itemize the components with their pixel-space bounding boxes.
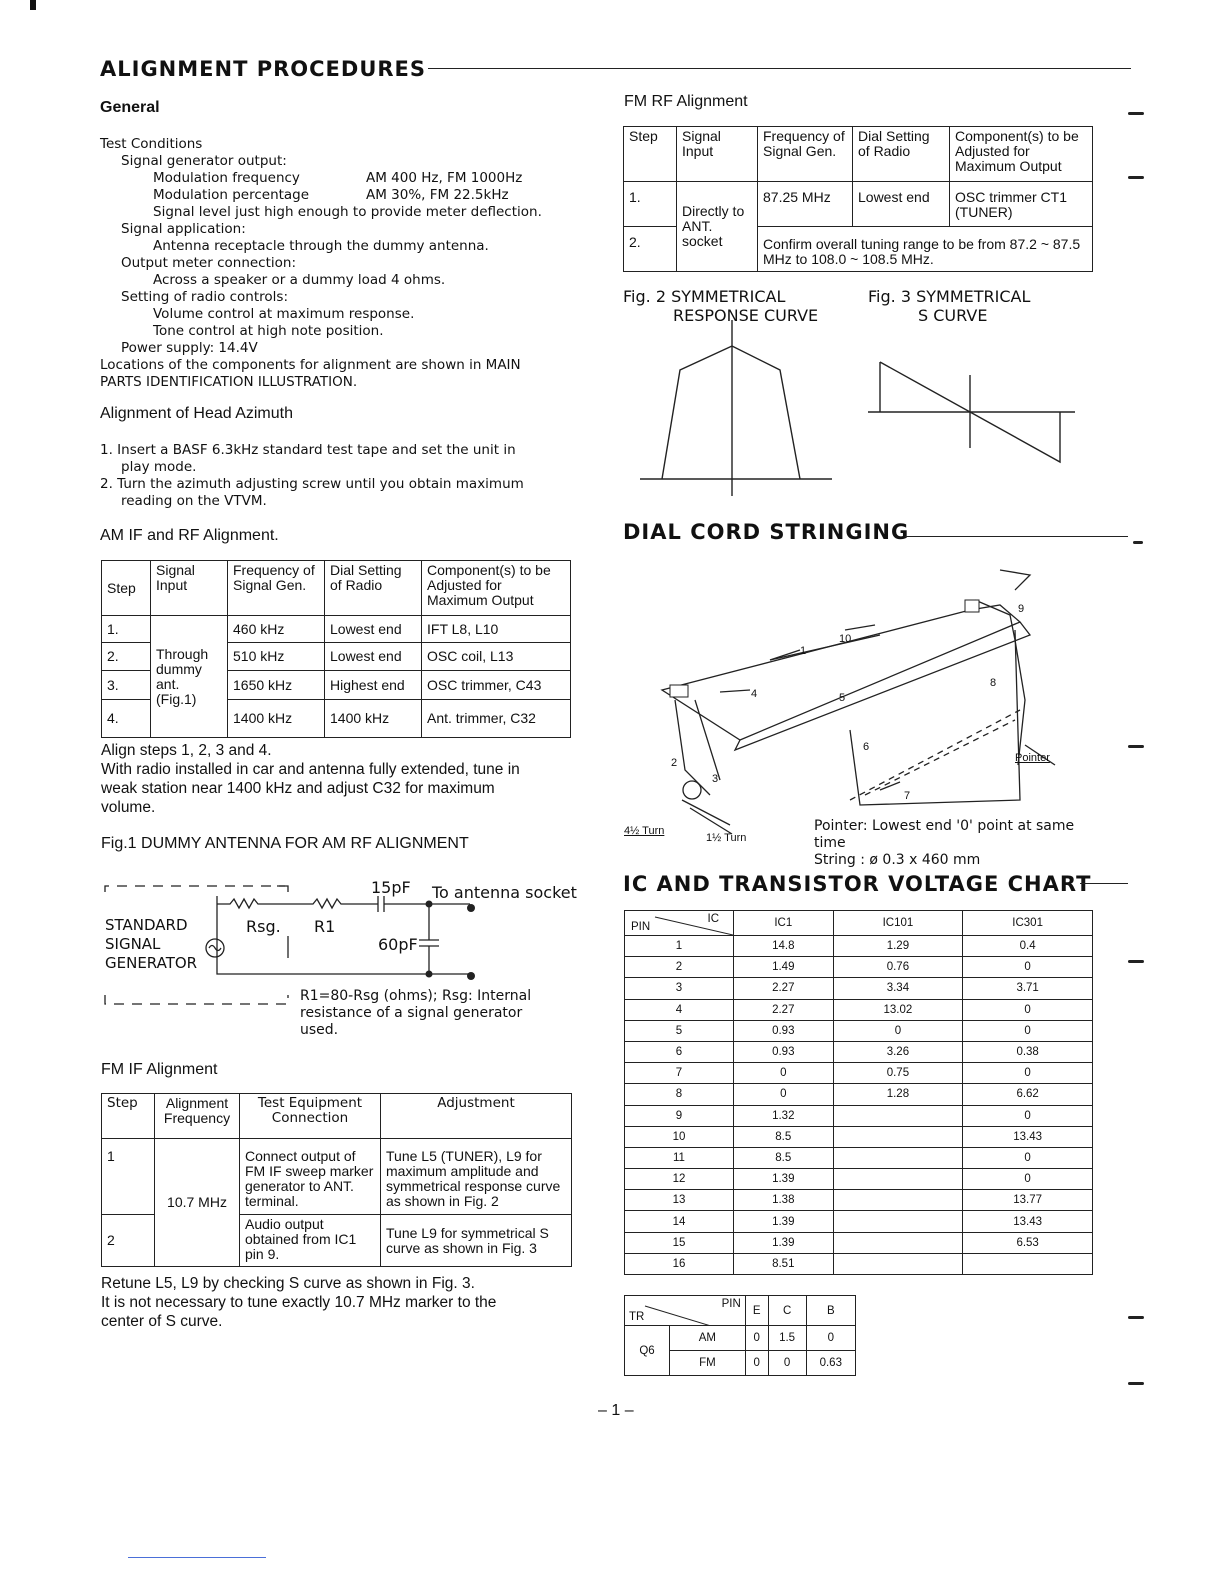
ic-table-row	[625, 978, 1093, 999]
line: Across a speaker or a dummy load 4 ohms.	[153, 272, 446, 288]
voltage-cell: 0	[963, 1147, 1093, 1168]
pin-cell: 13	[625, 1190, 734, 1211]
voltage-cell: 8.51	[734, 1253, 834, 1274]
ic-table-row	[625, 957, 1093, 978]
dial-title: DIAL CORD STRINGING	[623, 520, 910, 544]
voltage-cell: 0.93	[734, 1020, 834, 1041]
margin-mark	[1128, 1316, 1144, 1319]
step-cell: 4.	[102, 700, 151, 738]
voltage-cell	[833, 1147, 963, 1168]
step-line: reading on the VTVM.	[121, 493, 267, 509]
dashed-border	[105, 995, 288, 1004]
margin-mark	[1128, 960, 1144, 963]
ic-table-row	[625, 1211, 1093, 1232]
voltage-cell: 3.34	[833, 978, 963, 999]
voltage-cell	[833, 1169, 963, 1190]
voltage-cell: 0.75	[833, 1063, 963, 1084]
footer-line	[128, 1557, 266, 1558]
fm-if-notes	[101, 1274, 581, 1331]
voltage-cell	[833, 1232, 963, 1253]
response-curve-diagram	[620, 320, 1100, 500]
ic-table-row	[625, 1105, 1093, 1126]
note-line: With radio installed in car and antenna fully extended, tune in	[101, 761, 520, 778]
voltage-cell	[833, 1211, 963, 1232]
fig1-note	[300, 988, 531, 1039]
voltage-cell: 13.43	[963, 1126, 1093, 1147]
ic-table-row	[625, 1084, 1093, 1105]
voltage-cell: 0	[963, 999, 1093, 1020]
pointer-guide	[975, 600, 1025, 765]
am-notes	[101, 741, 571, 817]
pin-cell: 3	[625, 978, 734, 999]
note-line: Retune L5, L9 by checking S curve as shown in Fig. 3.	[101, 1275, 475, 1292]
step-cell: 1.	[102, 616, 151, 643]
sine-symbol	[209, 946, 221, 951]
voltage-cell: 0	[734, 1063, 834, 1084]
voltage-cell	[833, 1190, 963, 1211]
cell: 1400 kHz	[325, 700, 422, 738]
corner-pin: PIN	[631, 921, 651, 933]
pin-cell: 1	[625, 936, 734, 957]
title-rule	[428, 68, 1131, 69]
cell: Connect output of FM IF sweep marker generator to ANT. terminal.	[240, 1139, 381, 1215]
caption-line: Pointer: Lowest end '0' point at same	[814, 818, 1075, 834]
corner-pin: PIN	[721, 1298, 741, 1310]
ic-table-row	[625, 1020, 1093, 1041]
margin-mark	[1128, 112, 1144, 115]
resistor-r1	[288, 899, 378, 908]
voltage-cell: 2.27	[734, 999, 834, 1020]
header-cell: IC101	[833, 911, 963, 936]
pin-cell: 11	[625, 1147, 734, 1168]
cell: 0	[806, 1326, 855, 1351]
voltage-cell: 14.8	[734, 936, 834, 957]
label-15pf: 15pF	[371, 878, 411, 897]
transistor-voltage-table	[624, 1295, 856, 1376]
generator-label	[105, 916, 197, 973]
line: Tone control at high note position.	[153, 323, 384, 339]
label-60pf: 60pF	[378, 935, 418, 954]
step-cell: 1.	[624, 182, 677, 227]
ic-table-row	[625, 1147, 1093, 1168]
step-cell: 1	[102, 1139, 155, 1215]
arrow-4	[720, 690, 750, 692]
line: Modulation frequency	[153, 170, 300, 186]
cell: 1400 kHz	[228, 700, 325, 738]
pin-cell: 15	[625, 1232, 734, 1253]
header-cell: Adjustment	[381, 1094, 572, 1139]
voltage-cell	[833, 1105, 963, 1126]
cell: OSC trimmer, C43	[422, 671, 571, 700]
cell: 87.25 MHz	[758, 182, 853, 227]
pin-cell: 5	[625, 1020, 734, 1041]
pin-cell: 8	[625, 1084, 734, 1105]
note-line: center of S curve.	[101, 1313, 223, 1330]
pin-cell: 2	[625, 957, 734, 978]
ic-table-row	[625, 1253, 1093, 1274]
step-line: play mode.	[121, 459, 197, 475]
dashed-border	[105, 886, 109, 892]
voltage-cell: 0.38	[963, 1041, 1093, 1062]
header-cell: E	[745, 1296, 768, 1326]
voltage-cell: 0	[963, 957, 1093, 978]
voltage-cell: 6.62	[963, 1084, 1093, 1105]
voltage-cell: 8.5	[734, 1147, 834, 1168]
margin-mark	[1133, 541, 1143, 544]
header-cell: Signal Input	[151, 561, 228, 616]
voltage-cell: 1.28	[833, 1084, 963, 1105]
chassis-side	[850, 630, 1020, 805]
cell: Tune L9 for symmetrical S curve as shown in Fig. 3	[381, 1215, 572, 1267]
caption-line: RESPONSE CURVE	[673, 306, 819, 325]
header-cell: Alignment Frequency	[155, 1094, 240, 1139]
pin-cell: 12	[625, 1169, 734, 1190]
line-value: AM 400 Hz, FM 1000Hz	[366, 170, 523, 186]
line: Output meter connection:	[121, 255, 297, 271]
azimuth-heading: Alignment of Head Azimuth	[100, 405, 293, 422]
header-cell: Signal Input	[677, 127, 758, 182]
voltage-cell: 1.39	[734, 1169, 834, 1190]
voltage-cell: 0.4	[963, 936, 1093, 957]
voltage-cell	[963, 1253, 1093, 1274]
header-cell: Component(s) to be Adjusted for Maximum Output	[422, 561, 571, 616]
terminal-dot	[467, 972, 475, 980]
step-line: 1. Insert a BASF 6.3kHz standard test tape and set the unit in	[100, 442, 516, 458]
voltage-cell: 13.43	[963, 1211, 1093, 1232]
gen-line: GENERATOR	[105, 954, 198, 972]
caption-line: time	[814, 835, 846, 851]
ic-table-row	[625, 1169, 1093, 1190]
cell: 0.63	[806, 1351, 855, 1376]
note-line: Align steps 1, 2, 3 and 4.	[101, 742, 272, 759]
voltage-cell: 6.53	[963, 1232, 1093, 1253]
step-cell: 2.	[102, 643, 151, 671]
ic-table-row	[625, 1232, 1093, 1253]
pin-cell: 9	[625, 1105, 734, 1126]
registration-mark	[30, 0, 36, 10]
voltage-cell: 13.77	[963, 1190, 1093, 1211]
pulley-box	[965, 600, 979, 612]
voltage-cell: 0.93	[734, 1041, 834, 1062]
fig1-title: Fig.1 DUMMY ANTENNA FOR AM RF ALIGNMENT	[101, 835, 469, 852]
voltage-cell: 1.49	[734, 957, 834, 978]
caption-line: String : ø 0.3 x 460 mm	[814, 852, 981, 868]
signal-input-cell: Directly to ANT. socket	[677, 182, 758, 272]
dashed-border	[277, 886, 288, 892]
pointer-label: Pointer	[1015, 752, 1050, 764]
note-line: resistance of a signal generator	[300, 1005, 523, 1021]
voltage-cell: 1.39	[734, 1211, 834, 1232]
turn-label-a: 4½ Turn	[624, 825, 665, 837]
resistor-rsg	[217, 899, 288, 908]
cell: Lowest end	[325, 616, 422, 643]
cell: OSC coil, L13	[422, 643, 571, 671]
cell: 1650 kHz	[228, 671, 325, 700]
line: Power supply: 14.4V	[121, 340, 258, 356]
cell: 0	[768, 1351, 806, 1376]
cell: 0	[745, 1326, 768, 1351]
ic-table-row	[625, 1126, 1093, 1147]
cell: IFT L8, L10	[422, 616, 571, 643]
header-cell: Dial Setting of Radio	[325, 561, 422, 616]
dial-cord	[695, 700, 720, 780]
line: Signal generator output:	[121, 153, 287, 169]
signal-input-cell: Through dummy ant. (Fig.1)	[151, 616, 228, 738]
freq-cell: 10.7 MHz	[155, 1139, 240, 1267]
pulley	[683, 781, 701, 799]
cell: Audio output obtained from IC1 pin 9.	[240, 1215, 381, 1267]
voltage-cell: 3.26	[833, 1041, 963, 1062]
cell: 460 kHz	[228, 616, 325, 643]
cord-label-3: 3	[712, 773, 719, 785]
pin-cell: 6	[625, 1041, 734, 1062]
line: PARTS IDENTIFICATION ILLUSTRATION.	[100, 374, 358, 390]
voltage-cell: 1.38	[734, 1190, 834, 1211]
ic-chart-rule	[1080, 883, 1128, 884]
general-heading: General	[100, 99, 160, 116]
terminal-dot	[467, 904, 475, 912]
ic-table-row	[625, 1190, 1093, 1211]
am-alignment-table	[101, 560, 571, 738]
cord-label-5: 5	[839, 692, 846, 704]
page-title: ALIGNMENT PROCEDURES	[100, 57, 427, 81]
voltage-cell: 13.02	[833, 999, 963, 1020]
voltage-cell: 0	[963, 1105, 1093, 1126]
cord-label-8: 8	[990, 677, 997, 689]
pin-cell: 7	[625, 1063, 734, 1084]
pin-cell: 4	[625, 999, 734, 1020]
margin-mark	[1128, 745, 1144, 748]
ic-table-row	[625, 1063, 1093, 1084]
label-to-antenna: To antenna socket	[432, 883, 577, 902]
voltage-cell: 0	[833, 1020, 963, 1041]
ic-table-row	[625, 936, 1093, 957]
note-line: weak station near 1400 kHz and adjust C32 for maximum	[101, 780, 495, 797]
corner-cell	[625, 1296, 746, 1326]
voltage-cell: 2.27	[734, 978, 834, 999]
mode-cell: FM	[670, 1351, 746, 1376]
header-cell: Step	[624, 127, 677, 182]
header-cell: B	[806, 1296, 855, 1326]
step-cell: 3.	[102, 671, 151, 700]
cord-label-9: 9	[1018, 603, 1025, 615]
dial-rule	[905, 536, 1128, 537]
tuning-shaft	[682, 800, 732, 834]
line: Modulation percentage	[153, 187, 310, 203]
header-cell: IC301	[963, 911, 1093, 936]
gen-line: SIGNAL	[105, 935, 161, 953]
cell: Lowest end	[325, 643, 422, 671]
cord-label-7: 7	[904, 790, 911, 802]
corner-ic: IC	[707, 913, 719, 925]
step-cell: 2	[102, 1215, 155, 1267]
fm-rf-heading: FM RF Alignment	[624, 93, 748, 110]
header-cell: Dial Setting of Radio	[853, 127, 950, 182]
note-line: R1=80-Rsg (ohms); Rsg: Internal	[300, 988, 532, 1004]
gen-line: STANDARD	[105, 916, 188, 934]
pin-cell: 16	[625, 1253, 734, 1274]
caption-line: Fig. 2 SYMMETRICAL	[623, 287, 786, 306]
cell: Confirm overall tuning range to be from 87.2 ~ 87.5 MHz to 108.0 ~ 108.5 MHz.	[758, 227, 1093, 272]
caption-line: S CURVE	[918, 306, 988, 325]
line: Signal level just high enough to provide meter deflection.	[153, 204, 542, 220]
line: Signal application:	[121, 221, 246, 237]
line: Setting of radio controls:	[121, 289, 289, 305]
label-r1: R1	[314, 917, 336, 936]
voltage-cell	[833, 1253, 963, 1274]
mode-cell: AM	[670, 1326, 746, 1351]
note-line: volume.	[101, 799, 156, 816]
header-cell: IC1	[734, 911, 834, 936]
step-line: 2. Turn the azimuth adjusting screw until you obtain maximum	[100, 476, 524, 492]
azimuth-steps	[100, 442, 524, 510]
voltage-cell: 1.39	[734, 1232, 834, 1253]
voltage-cell: 0	[963, 1063, 1093, 1084]
chassis-top	[662, 605, 1020, 740]
header-cell: Component(s) to be Adjusted for Maximum Output	[950, 127, 1093, 182]
line-value: AM 30%, FM 22.5kHz	[366, 187, 509, 203]
dial-cord	[865, 720, 1015, 795]
caption-line: Fig. 3 SYMMETRICAL	[868, 287, 1031, 306]
general-text	[100, 136, 600, 391]
ic-chart-title: IC AND TRANSISTOR VOLTAGE CHART	[623, 872, 1092, 896]
header-cell: Test Equipment Connection	[240, 1094, 381, 1139]
capacitor-60pf	[419, 904, 439, 974]
turn-label-b: 1½ Turn	[706, 832, 747, 844]
fm-rf-table	[623, 126, 1093, 272]
margin-mark	[1128, 176, 1144, 179]
cell: 510 kHz	[228, 643, 325, 671]
voltage-cell: 8.5	[734, 1126, 834, 1147]
pin-cell: 14	[625, 1211, 734, 1232]
voltage-cell: 1.29	[833, 936, 963, 957]
fm-if-heading: FM IF Alignment	[101, 1061, 218, 1078]
am-heading: AM IF and RF Alignment.	[100, 527, 279, 544]
cord-label-2: 2	[671, 757, 678, 769]
cord-label-6: 6	[863, 741, 870, 753]
voltage-cell: 0	[963, 1169, 1093, 1190]
dial-cord	[770, 635, 880, 660]
arrow-10	[845, 625, 875, 630]
pulley-box	[670, 685, 688, 697]
voltage-cell	[833, 1126, 963, 1147]
cell: Highest end	[325, 671, 422, 700]
cord-label-10: 10	[839, 633, 852, 645]
line: Volume control at maximum response.	[153, 306, 415, 322]
capacitor-15pf	[378, 896, 384, 912]
note-line: It is not necessary to tune exactly 10.7 MHz marker to the	[101, 1294, 497, 1311]
cell: Tune L5 (TUNER), L9 for maximum amplitude and symmetrical response curve as shown in Fig. 2	[381, 1139, 572, 1215]
header-cell: Frequency of Signal Gen.	[758, 127, 853, 182]
cell: Lowest end	[853, 182, 950, 227]
header-cell: C	[768, 1296, 806, 1326]
cell: 1.5	[768, 1326, 806, 1351]
cell: 0	[745, 1351, 768, 1376]
voltage-cell: 0.76	[833, 957, 963, 978]
voltage-cell: 1.32	[734, 1105, 834, 1126]
fm-if-table	[101, 1093, 572, 1267]
ic-voltage-table	[624, 910, 1093, 1275]
header-cell: Step	[102, 1094, 155, 1139]
chassis-edge	[735, 622, 1030, 750]
cord-label-4: 4	[751, 688, 758, 700]
line: Antenna receptacle through the dummy antenna.	[153, 238, 489, 254]
voltage-cell: 0	[734, 1084, 834, 1105]
symmetrical-response-curve	[662, 346, 800, 479]
label-rsg: Rsg.	[246, 917, 281, 936]
voltage-cell: 0	[963, 1020, 1093, 1041]
page-number: – 1 –	[598, 1402, 634, 1419]
cell: Ant. trimmer, C32	[422, 700, 571, 738]
voltage-cell: 3.71	[963, 978, 1093, 999]
junction-dot	[426, 971, 433, 978]
ic-table-row	[625, 1041, 1093, 1062]
dial-cord-diagram	[620, 550, 1090, 850]
dial-caption	[814, 818, 1074, 869]
dial-cord	[850, 710, 1020, 800]
line: Test Conditions	[100, 136, 203, 152]
corner-tr: TR	[629, 1311, 645, 1323]
cord-label-1: 1	[800, 645, 807, 657]
header-cell: Frequency of Signal Gen.	[228, 561, 325, 616]
transistor-cell: Q6	[625, 1326, 670, 1376]
cell: OSC trimmer CT1 (TUNER)	[950, 182, 1093, 227]
line: Locations of the components for alignment are shown in MAIN	[100, 357, 521, 373]
cord-arrow	[1000, 570, 1030, 590]
header-cell: Step	[102, 561, 151, 616]
margin-mark	[1128, 1382, 1144, 1385]
corner-cell	[625, 911, 734, 936]
note-line: used.	[300, 1022, 339, 1038]
step-cell: 2.	[624, 227, 677, 272]
ic-table-row	[625, 999, 1093, 1020]
pin-cell: 10	[625, 1126, 734, 1147]
